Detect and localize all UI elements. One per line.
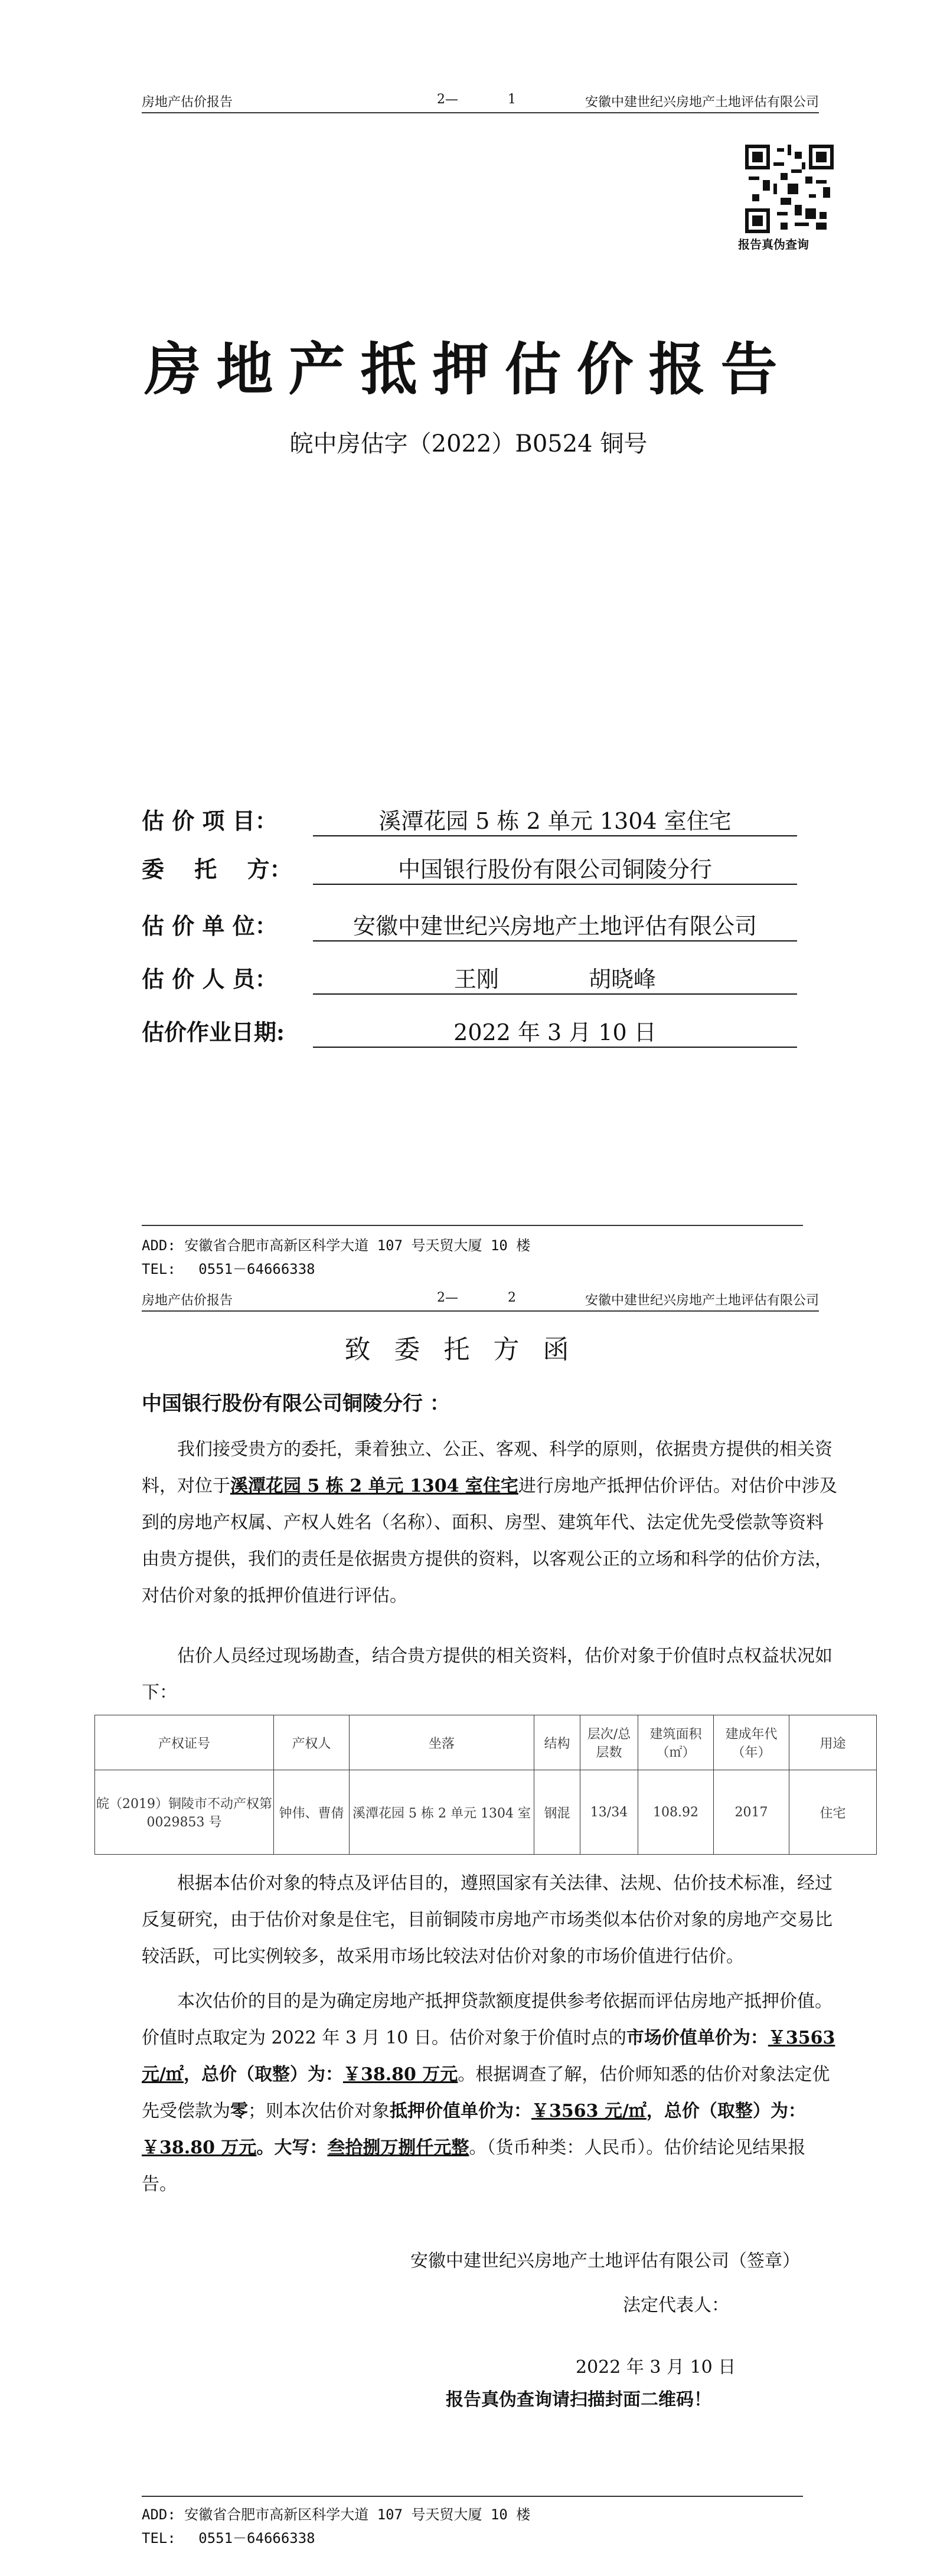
text: ，总价（取整）为： bbox=[183, 2064, 343, 2085]
column-header: 产权证号 bbox=[95, 1715, 274, 1770]
text: 。（货币种类：人民币）。估价结论见结果报告。 bbox=[142, 2137, 806, 2195]
qr-caption: 报告真伪查询 bbox=[738, 237, 809, 251]
table-header-row bbox=[95, 1715, 877, 1770]
info-row-unit bbox=[142, 908, 757, 940]
property-table bbox=[94, 1715, 877, 1855]
footer-divider bbox=[142, 2496, 803, 2497]
header-right: 安徽中建世纪兴房地产土地评估有限公司 bbox=[585, 1293, 819, 1308]
property-address: 溪潭花园 5 栋 2 单元 1304 室住宅 bbox=[230, 1476, 518, 1496]
header-left: 房地产估价报告 bbox=[142, 95, 233, 110]
info-row-project bbox=[142, 803, 732, 835]
qr-code-icon[interactable] bbox=[745, 145, 834, 233]
text: 我们接受贵方的委托，秉着独立、公正、客观、科学的原则，依据贵方提供的相关资料，对位于 bbox=[142, 1439, 832, 1496]
footer-phone: TEL: 0551－64666338 bbox=[142, 1261, 315, 1277]
text: 。大写： bbox=[256, 2137, 328, 2158]
info-value: 溪潭花园 5 栋 2 单元 1304 室住宅 bbox=[313, 803, 797, 836]
text: 本次估价的目的是为确定房地产抵押贷款额度提供参考依据而评估房地产抵押价值。价值时点取定为 2022 年 3 月 10 日。估价对象于价值时点的 bbox=[142, 1991, 832, 2048]
table-cell: 钟伟、曹倩 bbox=[274, 1770, 350, 1855]
info-value: 安徽中建世纪兴房地产土地评估有限公司 bbox=[313, 908, 797, 942]
cover-page bbox=[0, 0, 937, 1287]
info-value: 2022 年 3 月 10 日 bbox=[313, 1014, 797, 1048]
amount-in-words: 叁拾捌万捌仟元整 bbox=[327, 2137, 469, 2158]
info-label: 估 价 项 目： bbox=[142, 808, 277, 834]
text: 抵押价值单价为： bbox=[390, 2101, 531, 2121]
column-header: 坐落 bbox=[350, 1715, 534, 1770]
page-header bbox=[142, 89, 819, 113]
text: ，总价（取整）为： bbox=[646, 2101, 806, 2121]
letter-paragraph-1 bbox=[142, 1431, 838, 1614]
column-header: 产权人 bbox=[274, 1715, 350, 1770]
table-cell: 皖（2019）铜陵市不动产权第 0029853 号 bbox=[95, 1770, 274, 1855]
header-mid: 2— bbox=[437, 1290, 458, 1305]
info-label: 估 价 单 位： bbox=[142, 913, 277, 939]
info-label: 估 价 人 员： bbox=[142, 966, 277, 992]
text: 市场价值单价为： bbox=[626, 2028, 768, 2048]
text: ；则本次估价对象 bbox=[248, 2101, 390, 2121]
footer-address: ADD: 安徽省合肥市高新区科学大道 107 号天贸大厦 10 楼 bbox=[142, 2506, 531, 2523]
report-number: 皖中房估字（2022）B0524 铜号 bbox=[289, 430, 648, 457]
table-cell: 13/34 bbox=[580, 1770, 638, 1855]
header-page-number: 1 bbox=[508, 92, 516, 107]
letter-paragraph-4 bbox=[142, 1983, 838, 2203]
table-cell: 住宅 bbox=[789, 1770, 877, 1855]
table-cell: 钢混 bbox=[534, 1770, 580, 1855]
header-mid: 2— bbox=[437, 92, 458, 107]
text: 零 bbox=[230, 2101, 248, 2121]
info-row-client bbox=[142, 851, 712, 884]
column-header: 层次/总层数 bbox=[580, 1715, 638, 1770]
letter-paragraph-2: 估价人员经过现场勘查，结合贵方提供的相关资料，估价对象于价值时点权益状况如下： bbox=[142, 1646, 832, 1703]
info-label: 委 托 方： bbox=[142, 856, 292, 882]
header-page-number: 2 bbox=[508, 1290, 516, 1305]
column-header: 建成年代（年） bbox=[714, 1715, 789, 1770]
legal-representative: 法定代表人： bbox=[623, 2295, 729, 2316]
total-price: ￥38.80 万元 bbox=[342, 2064, 458, 2085]
unit-price: ￥3563 元/㎡ bbox=[142, 2028, 835, 2085]
letter-page bbox=[0, 1287, 937, 2576]
info-label: 估价作业日期: bbox=[142, 1019, 285, 1045]
page-header bbox=[142, 1287, 819, 1312]
letter-addressee: 中国银行股份有限公司铜陵分行 ： bbox=[142, 1392, 450, 1416]
footer-address: ADD: 安徽省合肥市高新区科学大道 107 号天贸大厦 10 楼 bbox=[142, 1237, 531, 1254]
column-header: 用途 bbox=[789, 1715, 877, 1770]
table-row bbox=[95, 1770, 877, 1855]
text: 进行房地产抵押估价评估。对估价中涉及到的房地产权属、产权人姓名（名称）、面积、房型、建筑年代、法定优先受偿款等资料由贵方提供，我们的责任是依据贵方提供的资料，以客观公正的立场和科学的估价方法，对估价对象的抵押价值进行评估。 bbox=[142, 1476, 837, 1606]
column-header: 建筑面积（㎡） bbox=[638, 1715, 714, 1770]
letter-heading: 致委托方函 bbox=[344, 1335, 593, 1365]
mortgage-total-price: ￥38.80 万元 bbox=[142, 2137, 257, 2158]
footer-divider bbox=[142, 1225, 803, 1226]
column-header: 结构 bbox=[534, 1715, 580, 1770]
info-row-date bbox=[142, 1014, 657, 1047]
info-value: 中国银行股份有限公司铜陵分行 bbox=[313, 851, 797, 885]
mortgage-unit-price: ￥3563 元/㎡ bbox=[531, 2101, 647, 2121]
header-right: 安徽中建世纪兴房地产土地评估有限公司 bbox=[585, 95, 819, 110]
table-cell: 2017 bbox=[714, 1770, 789, 1855]
info-row-appraisers bbox=[142, 961, 656, 993]
verify-notice: 报告真伪查询请扫描封面二维码！ bbox=[446, 2389, 711, 2410]
report-title: 房地产抵押估价报告 bbox=[144, 336, 793, 403]
footer-phone: TEL: 0551－64666338 bbox=[142, 2530, 315, 2546]
table-cell: 溪潭花园 5 栋 2 单元 1304 室 bbox=[350, 1770, 534, 1855]
signer: 安徽中建世纪兴房地产土地评估有限公司（签章） bbox=[410, 2251, 800, 2271]
text: 。根据调查了解，估价师知悉的估价对象法定优先受偿款为 bbox=[142, 2064, 830, 2121]
letter-paragraph-3: 根据本估价对象的特点及评估目的，遵照国家有关法律、法规、估价技术标准，经过反复研究，由于估价对象是住宅，目前铜陵市房地产市场类似本估价对象的房地产交易比较活跃，可比实例较多，故采用市场比较法对估价对象的市场价值进行估价。 bbox=[142, 1873, 832, 1967]
header-left: 房地产估价报告 bbox=[142, 1293, 233, 1308]
info-value: 王刚 胡晓峰 bbox=[313, 961, 797, 995]
table-cell: 108.92 bbox=[638, 1770, 714, 1855]
letter-date: 2022 年 3 月 10 日 bbox=[576, 2357, 736, 2378]
